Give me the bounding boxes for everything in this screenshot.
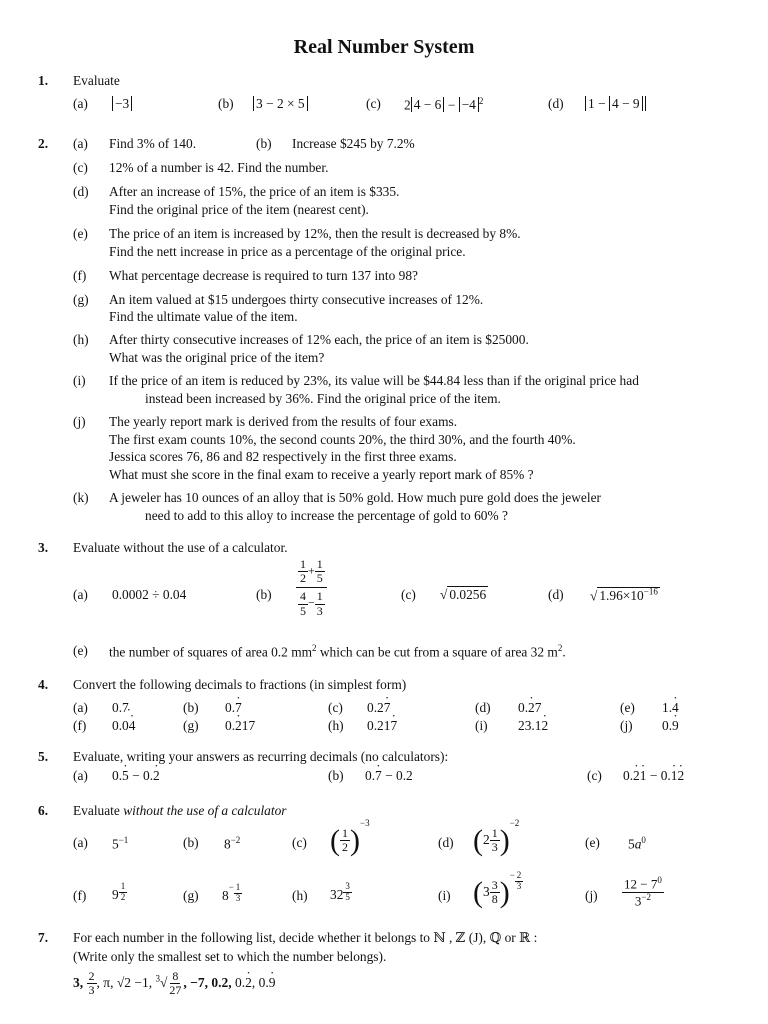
denominator: 2 (300, 571, 306, 586)
question-text: 12% of a number is 42. Find the number. (109, 160, 329, 175)
outer-numerator (296, 558, 327, 588)
question-number: 1. (38, 73, 49, 88)
question-instruction: Evaluate without the use of a calculator. (73, 540, 288, 555)
question-text (109, 643, 566, 660)
exponent: −16 (643, 587, 658, 597)
decimal-part: 0. (235, 974, 246, 990)
part-label: (e) (73, 643, 88, 658)
question-instruction (73, 803, 286, 819)
expression (473, 818, 519, 858)
expression (112, 768, 160, 784)
abs-value: −4 (459, 97, 479, 112)
exponent: 0 (657, 875, 662, 885)
question-text: Find the nett increase in price as a percentage of the original price. (109, 244, 466, 259)
base: 9 (112, 887, 119, 902)
instruction-text: Evaluate (73, 803, 124, 818)
part-label: (d) (73, 184, 89, 199)
decimal-value (112, 718, 135, 734)
question-text: The first exam counts 10%, the second counts 20%, the third 30%, and the fourth 40%. (109, 432, 576, 447)
decimal-value (367, 700, 390, 716)
inner-abs: 4 − 9 (609, 96, 643, 111)
part-label: (a) (73, 700, 88, 715)
decimal-part: 0.2 (367, 700, 384, 715)
fraction (167, 970, 183, 997)
question-text: After thirty consecutive increases of 12% each, the price of an item is $25000. (109, 332, 529, 347)
recurring-digit: 7 · (235, 700, 242, 716)
denominator-text: 3 (634, 892, 642, 908)
part-label: (k) (73, 490, 89, 505)
operator: − 0. (128, 768, 154, 783)
denominator: 5 (345, 891, 350, 902)
denominator: 2 (120, 891, 126, 902)
number-item: 3, (73, 974, 84, 990)
operator: + (308, 563, 315, 578)
part-label: (h) (328, 718, 344, 733)
numerator: 3 (345, 881, 350, 891)
expression-abs (585, 96, 646, 112)
paren-close: ) (499, 823, 510, 857)
cube-root: $^3$√ $\frac{8}{27}$ (155, 969, 182, 998)
radicand: 0.0256 (449, 587, 487, 602)
part-label: (b) (218, 96, 234, 111)
part-label: (e) (585, 835, 600, 850)
denominator: 3 (88, 983, 95, 998)
recurring-digit: 9 · (269, 975, 276, 991)
part-label: (c) (401, 587, 416, 602)
question-instruction: Evaluate (73, 73, 120, 88)
question-text: An item valued at $15 undergoes thirty consecutive increases of 12%. (109, 292, 484, 307)
fraction-exponent (234, 883, 243, 904)
question-number: 2. (38, 136, 49, 151)
denominator: 3 (235, 892, 241, 903)
expression (622, 876, 664, 908)
complex-fraction (296, 558, 327, 618)
recurring-digit: 2 · (677, 768, 684, 784)
decimal-value (367, 718, 397, 734)
numerator: 1 (235, 882, 241, 892)
outer-expr: 1 − (588, 96, 609, 111)
part-label: (c) (73, 160, 88, 175)
paren-close: ) (350, 823, 360, 857)
denominator: 5 (316, 571, 323, 586)
fraction (315, 558, 325, 585)
fraction-exponent (343, 882, 352, 903)
part-label: (c) (328, 700, 343, 715)
fraction (490, 827, 500, 854)
abs-value: 3 − 2 × 5 (253, 96, 308, 111)
exponent: −3 (360, 818, 370, 828)
exponent: 0 (641, 835, 646, 845)
recurring-digit: 4 · (129, 718, 136, 734)
denominator: 27 (169, 983, 182, 998)
decimal-part: 0. (518, 700, 529, 715)
variable: a (634, 836, 642, 852)
square-root: √ $1.96\times 10^{-16}$ (590, 587, 658, 604)
number-item (235, 975, 276, 990)
base: 8 (222, 888, 229, 903)
decimal-part: 7 (534, 700, 542, 715)
recurring-digit: 2 · (245, 975, 252, 991)
page-title: Real Number System (293, 36, 475, 58)
base: 32 (330, 887, 344, 902)
question-text: Jessica scores 76, 86 and 82 respectively in the first three exams. (109, 449, 457, 464)
part-label: (d) (548, 96, 564, 111)
decimal-part: 0. (225, 718, 236, 733)
question-number: 7. (38, 930, 49, 945)
recurring-digit: 7 · (375, 768, 382, 784)
operator: − 0. (646, 768, 671, 783)
fraction-exponent (515, 871, 524, 892)
operator-expr: −1, (131, 974, 153, 990)
numerator: 4 (300, 589, 306, 604)
paren-open: ( (473, 823, 483, 857)
question-text: If the price of an item is reduced by 23%, its value will be $44.84 less than if the original price had (109, 373, 639, 388)
question-text: The yearly report mark is derived from the results of four exams. (109, 414, 458, 429)
decimal-part: 0. (112, 768, 123, 783)
part-label: (c) (292, 835, 307, 850)
part-label: (d) (475, 700, 491, 715)
part-label: (b) (328, 768, 344, 783)
decimal-part: 0.7 (112, 700, 129, 715)
part-label: (g) (73, 292, 89, 307)
operator: − 0.2 (381, 768, 413, 783)
recurring-digit: 5 · (122, 768, 129, 784)
expression (330, 818, 370, 858)
part-label: (a) (73, 768, 88, 783)
decimal-value (112, 700, 129, 716)
recurring-digit: 1 · (671, 768, 678, 784)
part-label: (j) (585, 888, 598, 903)
question-text: What must she score in the final exam to receive a yearly report mark of 85% ? (109, 467, 534, 482)
expression-abs (112, 96, 132, 112)
question-text: instead been increased by 36%. Find the original price of the item. (145, 391, 501, 406)
decimal-value (518, 718, 548, 734)
part-label: (b) (183, 835, 199, 850)
question-text: What percentage decrease is required to turn 137 into 98? (109, 268, 418, 283)
part-label: (i) (475, 718, 488, 733)
decimal-part: 0.0 (112, 718, 129, 733)
whole-number: 2 (483, 832, 490, 847)
instruction-emphasis: without the use of a calculator (123, 803, 287, 818)
paren-close: ) (499, 875, 510, 909)
part-label: (h) (292, 888, 308, 903)
recurring-digit: 2 · (235, 718, 242, 734)
question-text: (Write only the smallest set to which the number belongs). (73, 949, 387, 964)
question-text: need to add to this alloy to increase the percentage of gold to 60% ? (145, 508, 508, 523)
question-text: Increase $245 by 7.2% (292, 136, 415, 151)
coefficient: 5 (628, 836, 635, 852)
exponent-sign: − (509, 870, 515, 880)
part-label: (e) (73, 226, 88, 241)
part-label: (d) (548, 587, 564, 602)
recurring-digit: 2 · (528, 700, 535, 716)
part-label: (b) (256, 587, 272, 602)
fraction (298, 590, 308, 617)
base: 8 (224, 836, 231, 852)
exponent: −2 (641, 891, 651, 902)
base: 5 (112, 836, 119, 852)
decimal-value (225, 718, 255, 734)
exponent: −2 (509, 818, 520, 828)
decimal-part: 0. (365, 768, 376, 783)
power: 2 (478, 96, 484, 106)
numerator: 1 (316, 557, 323, 571)
part-label: (f) (73, 268, 87, 283)
expression (628, 835, 646, 852)
punctuation: . (562, 644, 566, 660)
numerator: 1 (342, 826, 348, 841)
question-text: For each number in the following list, decide whether it belongs to ℕ , ℤ (J), ℚ or ℝ : (73, 930, 538, 945)
sqrt-expr: √2 (116, 974, 131, 990)
unit-power: 2 (312, 643, 317, 653)
fraction (315, 590, 325, 617)
expression (112, 835, 128, 852)
denominator: 3 (316, 603, 323, 618)
recurring-digit: 4 · (672, 700, 679, 716)
decimal-part: 0. (623, 768, 634, 783)
denominator: 8 (491, 892, 498, 907)
whole-number: 3 (483, 884, 490, 899)
expression (473, 870, 523, 910)
number-item: , −7, 0.2, (183, 974, 235, 990)
expression (224, 835, 240, 852)
number-item (117, 975, 152, 990)
number-list (73, 970, 276, 997)
expression (623, 768, 684, 784)
fraction (340, 827, 350, 854)
numerator: 1 (491, 826, 498, 841)
part-label: (g) (183, 888, 199, 903)
question-number: 5. (38, 749, 49, 764)
decimal-part: 0. (662, 718, 673, 733)
question-number: 6. (38, 803, 49, 818)
decimal-value (662, 718, 679, 734)
question-number: 4. (38, 677, 49, 692)
part-label: (h) (73, 332, 89, 347)
decimal-part: 0.21 (367, 718, 391, 733)
exponent-sign: − (228, 882, 234, 892)
denominator (633, 893, 653, 909)
unit-power: 2 (557, 643, 563, 653)
decimal-part: 1. (662, 700, 673, 715)
recurring-digit: 2 · (153, 768, 160, 784)
part-label: (f) (73, 718, 87, 733)
expression: 0.0002 ÷ 0.04 (112, 587, 187, 602)
question-instruction: Convert the following decimals to fractions (in simplest form) (73, 677, 407, 692)
denominator: 2 (342, 840, 348, 855)
numerator: 2 (88, 969, 95, 983)
abs-value (585, 96, 646, 111)
part-label: (b) (183, 700, 199, 715)
fraction (622, 876, 664, 908)
question-text: What was the original price of the item? (109, 350, 325, 365)
question-number: 3. (38, 540, 49, 555)
denominator: 5 (300, 603, 306, 618)
part-label: (c) (366, 96, 381, 111)
radicand (597, 587, 659, 603)
expression (112, 882, 127, 903)
part-label: (g) (183, 718, 199, 733)
numerator-text: 12 − 7 (624, 876, 658, 892)
denominator: 3 (516, 880, 522, 891)
part-label: (c) (587, 768, 602, 783)
outer-fraction (296, 558, 327, 618)
operator: − (308, 595, 315, 610)
radicand-base: 1.96×10 (599, 588, 644, 604)
part-label: (a) (73, 136, 88, 151)
numerator: 3 (491, 878, 498, 893)
fraction-exponent (119, 882, 128, 903)
expression-abs (253, 96, 308, 112)
part-label: (j) (73, 414, 86, 429)
part-label: (a) (73, 587, 88, 602)
recurring-digit: 1 · (640, 768, 647, 784)
part-label: (e) (620, 700, 635, 715)
part-label: (f) (73, 888, 87, 903)
square-root: √ 0.0256 (440, 587, 487, 602)
decimal-part: 0. (225, 700, 236, 715)
numerator: 8 (172, 969, 179, 983)
question-instruction: Evaluate, writing your answers as recurring decimals (no calculators): (73, 749, 449, 764)
recurring-digit: 2 · (633, 768, 640, 784)
recurring-digit: 9 · (672, 718, 679, 734)
text-part: which can be cut from a square of area 32 m (316, 644, 558, 660)
question-text: Find the original price of the item (nearest cent). (109, 202, 369, 217)
question-text: A jeweler has 10 ounces of an alloy that is 50% gold. How much pure gold does the jeweler (109, 490, 601, 505)
coef: 2 (404, 97, 411, 113)
abs-value: 4 − 6 (411, 97, 445, 112)
part-label: (b) (256, 136, 272, 151)
numerator: 1 (316, 589, 323, 604)
exponent: −1 (118, 835, 129, 845)
root-index: 3 (155, 973, 160, 984)
abs-value: −3 (112, 96, 132, 111)
numerator (622, 876, 664, 893)
decimal-part: 23.1 (518, 718, 542, 733)
exponent: −2 (230, 835, 241, 845)
expression (365, 768, 413, 784)
recurring-digit: 2 · (541, 718, 548, 734)
recurring-digit: 7 · (390, 718, 397, 734)
fraction (87, 970, 97, 997)
numerator: 1 (300, 557, 306, 571)
outer-denominator (296, 588, 327, 617)
operator: − (444, 97, 459, 113)
paren-open: ( (330, 823, 340, 857)
expression-abs (404, 96, 483, 113)
part-label: (i) (73, 373, 86, 388)
part-label: (a) (73, 835, 88, 850)
question-text: The price of an item is increased by 12%, then the result is decreased by 8%. (109, 226, 521, 241)
fraction (298, 558, 308, 585)
paren-open: ( (473, 875, 483, 909)
decimal-part: , 0. (251, 974, 269, 990)
numerator: 2 (516, 870, 522, 880)
expression (222, 882, 242, 904)
numerator: 1 (120, 881, 126, 891)
number-item: , π, (96, 974, 117, 990)
question-text: Find 3% of 140. (109, 136, 197, 151)
question-text: After an increase of 15%, the price of an item is $335. (109, 184, 400, 199)
decimal-value (518, 700, 541, 716)
text-part: the number of squares of area 0.2 mm (109, 644, 313, 660)
question-text: Find the ultimate value of the item. (109, 309, 298, 324)
part-label: (i) (438, 888, 451, 903)
part-label: (j) (620, 718, 633, 733)
recurring-digit: 7 · (384, 700, 391, 716)
part-label: (d) (438, 835, 454, 850)
decimal-part: 17 (241, 718, 256, 733)
part-label: (a) (73, 96, 88, 111)
denominator: 3 (491, 840, 498, 855)
fraction (490, 879, 500, 906)
expression (330, 882, 352, 903)
